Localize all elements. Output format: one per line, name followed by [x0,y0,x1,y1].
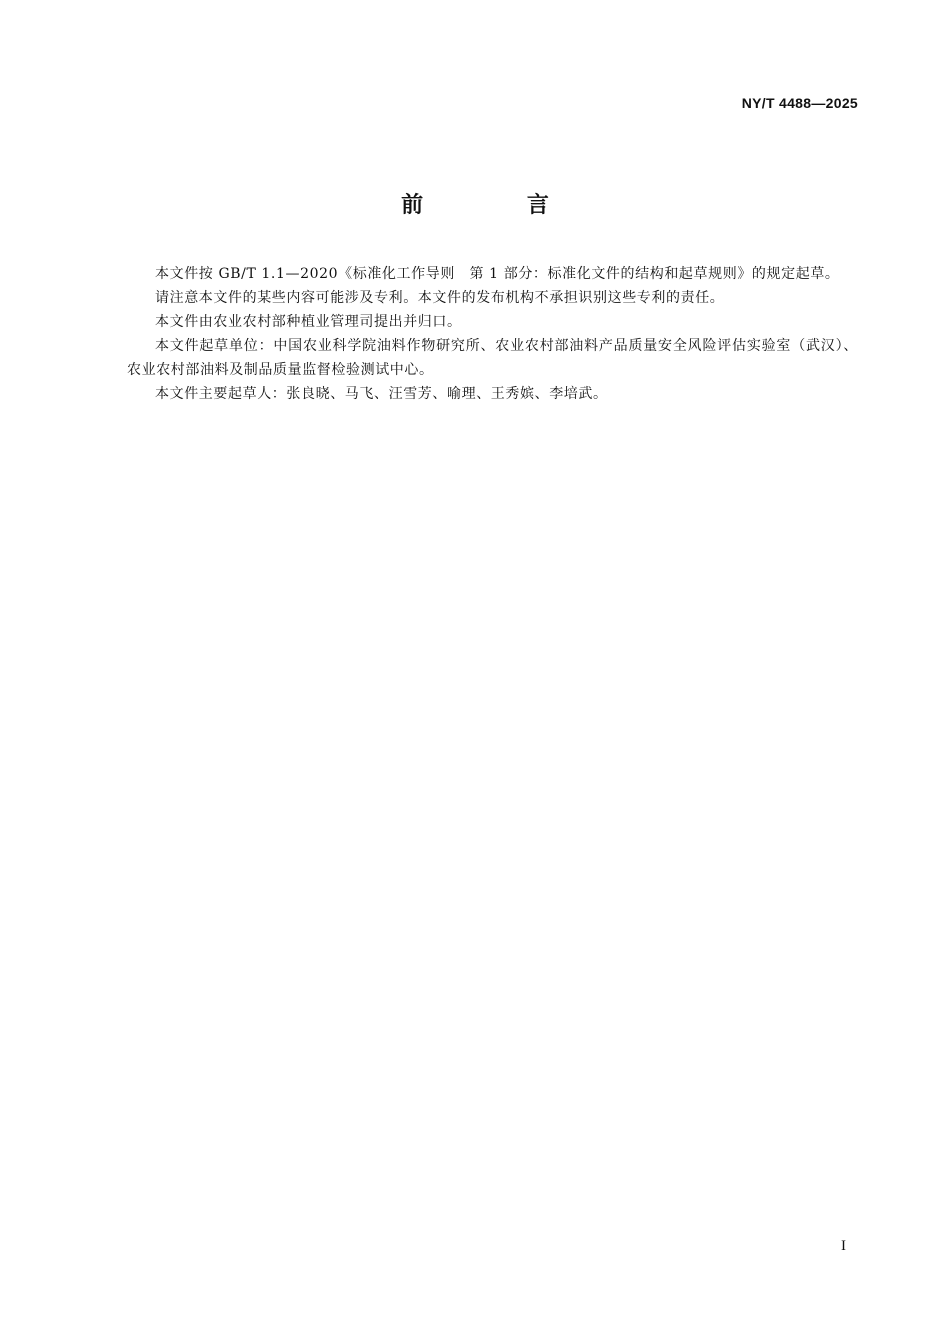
paragraph-patent-notice: 请注意本文件的某些内容可能涉及专利。本文件的发布机构不承担识别这些专利的责任。 [155,290,725,306]
paragraph-drafting-units: 本文件起草单位：中国农业科学院油料作物研究所、农业农村部油料产品质量安全风险评估实验室（武汉）、农业农村部油料及制品质量监督检验测试中心。 [127,338,858,378]
page-number: I [841,1238,846,1254]
paragraph-drafters: 本文件主要起草人：张良晓、马飞、汪雪芳、喻理、王秀嫔、李培武。 [155,386,608,402]
paragraph-proposer: 本文件由农业农村部种植业管理司提出并归口。 [155,314,462,330]
page-title: 前 言 [401,193,597,218]
foreword-body [127,262,858,406]
standard-code: NY/T 4488—2025 [741,95,858,111]
paragraph-drafting-rules: 本文件按 GB/T 1.1—2020《标准化工作导则 第 1 部分：标准化文件的结构和起草规则》的规定起草。 [155,266,840,282]
